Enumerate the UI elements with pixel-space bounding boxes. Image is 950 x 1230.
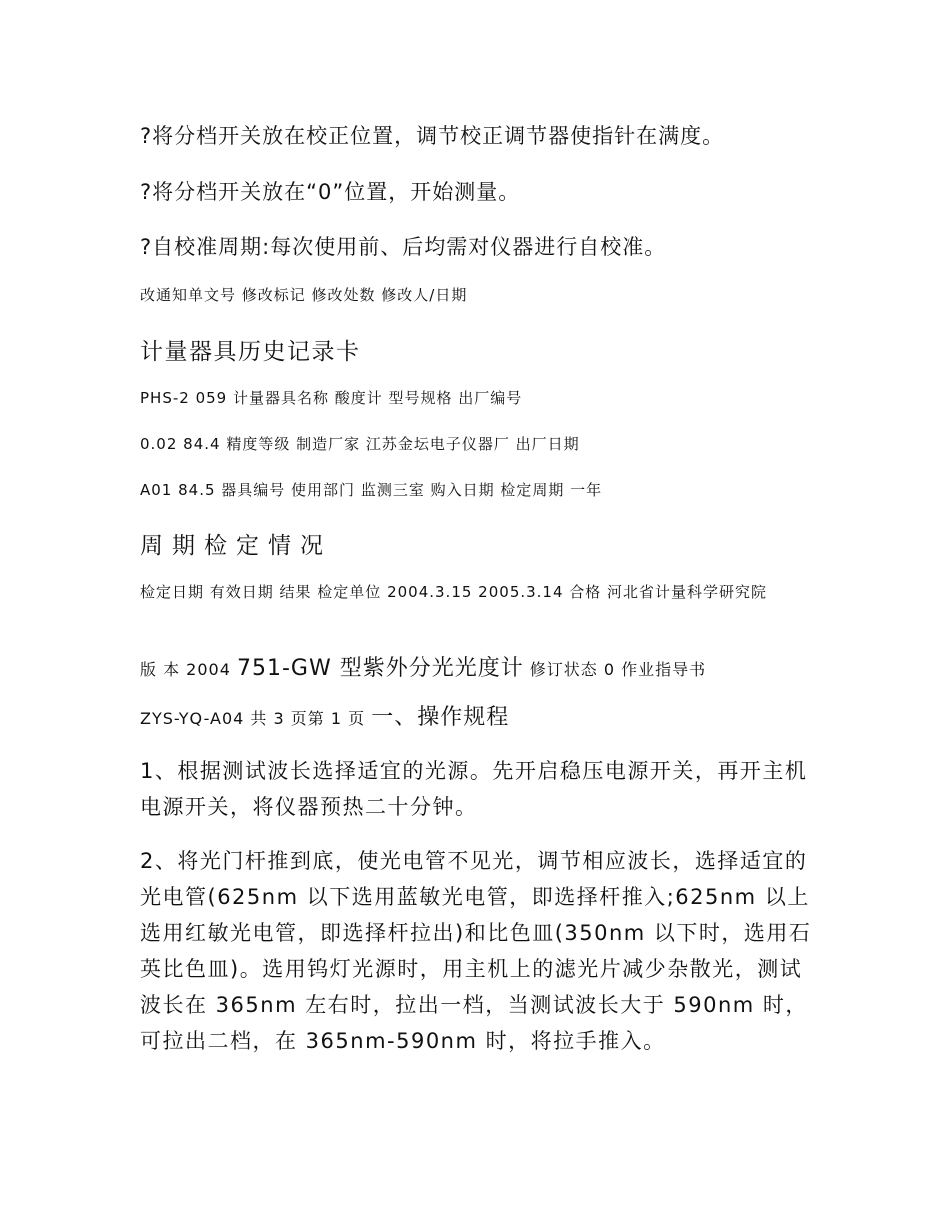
- revision-header-row: 改通知单文号 修改标记 修改处数 修改人/日期: [140, 286, 468, 304]
- document-number: ZYS-YQ-A04 共 3 页第 1 页: [140, 709, 372, 728]
- periodic-verification-title: 周期检定情况: [140, 533, 332, 559]
- instruction-line-zero: ?将分档开关放在“0”位置，开始测量。: [140, 180, 521, 204]
- instruction-line-calibrate: ?将分档开关放在校正位置，调节校正调节器使指针在满度。: [140, 124, 725, 148]
- instrument-row-1: PHS-2 059 计量器具名称 酸度计 型号规格 出厂编号: [140, 389, 523, 407]
- document-number-line: [140, 700, 840, 731]
- revision-status: 修订状态 0 作业指导书: [523, 660, 707, 679]
- procedure-step-1: 1、根据测试波长选择适宜的光源。先开启稳压电源开关，再开主机电源开关，将仪器预热二十分钟。: [140, 759, 808, 819]
- instrument-row-3: A01 84.5 器具编号 使用部门 监测三室 购入日期 检定周期 一年: [140, 481, 603, 499]
- version-label: 版 本 2004: [140, 660, 237, 679]
- procedure-heading: 一、操作规程: [371, 705, 510, 730]
- history-card-title: 计量器具历史记录卡: [140, 339, 361, 365]
- instrument-row-2: 0.02 84.4 精度等级 制造厂家 江苏金坛电子仪器厂 出厂日期: [140, 435, 580, 453]
- instrument-model-title: 751-GW 型紫外分光光度计: [236, 656, 524, 681]
- procedure-step-2: 2、将光门杆推到底，使光电管不见光，调节相应波长，选择适宜的光电管(625nm 以下选用蓝敏光电管，即选择杆推入;625nm 以上选用红敏光电管，即选择杆拉出)和比色皿(350nm 以下时，选用石英比色皿)。选用钨灯光源时，用主机上的滤光片减少杂散光，测试波长在 365nm 左右时，拉出一档，当测试波长大于 590nm 时，可拉出二档，在 365nm-590nm 时，将拉手推入。: [140, 849, 812, 1053]
- instruction-line-self-calibration: ?自校准周期:每次使用前、后均需对仪器进行自校准。: [140, 235, 667, 259]
- version-line: [140, 651, 840, 682]
- verification-record: 检定日期 有效日期 结果 检定单位 2004.3.15 2005.3.14 合格 河北省计量科学研究院: [140, 583, 768, 601]
